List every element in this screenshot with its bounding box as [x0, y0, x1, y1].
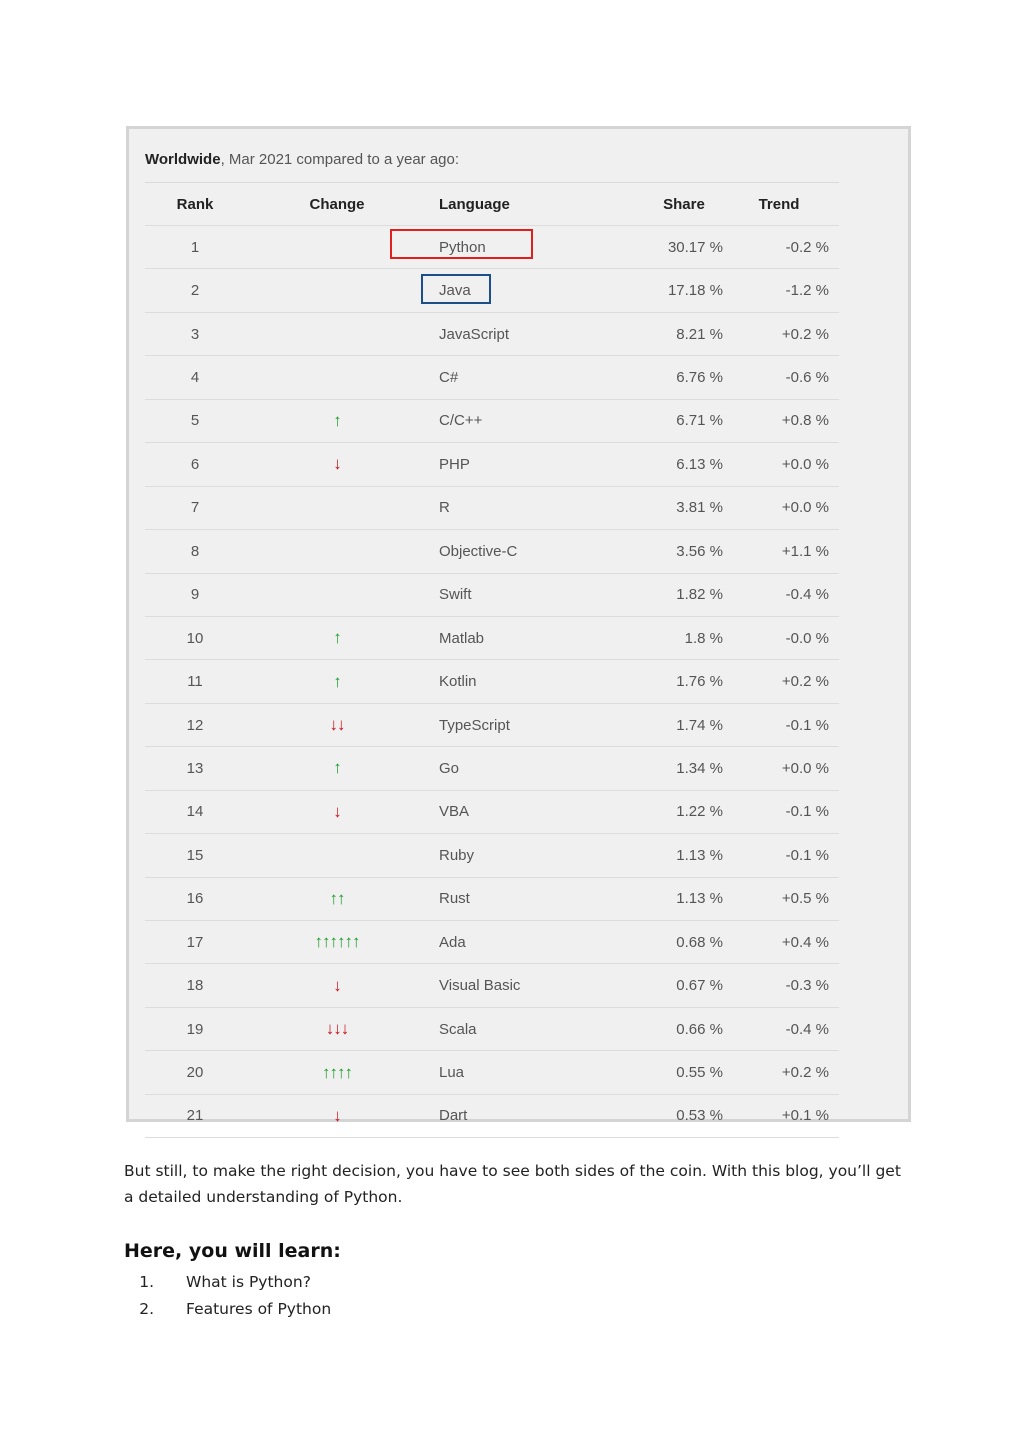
trend-cell: +0.1 % — [739, 1094, 839, 1137]
arrow-up-icon: ↑↑↑↑↑↑ — [314, 932, 360, 952]
table-row — [145, 834, 839, 877]
table-heading — [145, 151, 459, 168]
arrow-up-icon: ↑ — [333, 628, 341, 648]
list-number: 1. — [139, 1273, 154, 1291]
language-cell: TypeScript — [429, 703, 629, 746]
language-cell: Go — [429, 747, 629, 790]
table-header-row — [145, 183, 839, 226]
trend-cell: +0.4 % — [739, 921, 839, 964]
trend-cell: +0.5 % — [739, 877, 839, 920]
trend-cell: +1.1 % — [739, 530, 839, 573]
body-paragraph: But still, to make the right decision, you have to see both sides of the coin. With this blog, you’ll get a detailed understanding of Python. — [124, 1162, 901, 1206]
language-cell: C/C++ — [429, 399, 629, 442]
trend-cell: -0.6 % — [739, 356, 839, 399]
list-item — [124, 1296, 331, 1323]
language-cell: Swift — [429, 573, 629, 616]
language-cell: Lua — [429, 1051, 629, 1094]
trend-cell: +0.0 % — [739, 486, 839, 529]
change-cell — [245, 834, 429, 877]
trend-cell: -0.3 % — [739, 964, 839, 1007]
table-row — [145, 269, 839, 312]
list-number: 2. — [139, 1300, 154, 1318]
arrow-up-icon: ↑↑ — [329, 888, 345, 908]
rank-cell: 21 — [145, 1094, 245, 1137]
change-cell — [245, 356, 429, 399]
share-cell: 1.74 % — [629, 703, 739, 746]
table-row — [145, 660, 839, 703]
language-cell: Scala — [429, 1007, 629, 1050]
rank-cell: 8 — [145, 530, 245, 573]
arrow-up-icon: ↑ — [333, 671, 341, 691]
learn-heading: Here, you will learn: — [124, 1240, 341, 1262]
rank-cell: 10 — [145, 616, 245, 659]
change-cell — [245, 964, 429, 1007]
arrow-down-icon: ↓↓ — [329, 715, 345, 735]
trend-cell: -0.1 % — [739, 834, 839, 877]
rank-cell: 13 — [145, 747, 245, 790]
change-cell — [245, 1007, 429, 1050]
table-row — [145, 1051, 839, 1094]
col-header-language: Language — [429, 183, 629, 226]
arrow-down-icon: ↓ — [333, 1105, 341, 1125]
rank-cell: 14 — [145, 790, 245, 833]
rank-cell: 7 — [145, 486, 245, 529]
table-row — [145, 964, 839, 1007]
rank-cell: 19 — [145, 1007, 245, 1050]
trend-cell: -0.2 % — [739, 226, 839, 269]
change-cell — [245, 747, 429, 790]
share-cell: 3.81 % — [629, 486, 739, 529]
rank-cell: 6 — [145, 443, 245, 486]
share-cell: 0.67 % — [629, 964, 739, 1007]
trend-cell: -1.2 % — [739, 269, 839, 312]
share-cell: 6.13 % — [629, 443, 739, 486]
trend-cell: -0.0 % — [739, 616, 839, 659]
share-cell: 0.55 % — [629, 1051, 739, 1094]
col-header-share: Share — [629, 183, 739, 226]
change-cell — [245, 486, 429, 529]
heading-rest: , Mar 2021 compared to a year ago: — [220, 151, 460, 168]
rank-cell: 12 — [145, 703, 245, 746]
share-cell: 6.76 % — [629, 356, 739, 399]
language-cell: Matlab — [429, 616, 629, 659]
rank-cell: 2 — [145, 269, 245, 312]
rank-cell: 16 — [145, 877, 245, 920]
share-cell: 1.34 % — [629, 747, 739, 790]
trend-cell: +0.8 % — [739, 399, 839, 442]
arrow-up-icon: ↑↑↑↑ — [322, 1062, 352, 1082]
language-cell: VBA — [429, 790, 629, 833]
rank-cell: 18 — [145, 964, 245, 1007]
trend-cell: -0.1 % — [739, 790, 839, 833]
python-highlight-box — [390, 229, 533, 259]
rank-cell: 3 — [145, 312, 245, 355]
java-highlight-box — [421, 274, 491, 304]
list-item — [124, 1269, 331, 1296]
col-header-rank: Rank — [145, 183, 245, 226]
rank-cell: 17 — [145, 921, 245, 964]
rank-cell: 1 — [145, 226, 245, 269]
change-cell — [245, 703, 429, 746]
change-cell — [245, 790, 429, 833]
change-cell — [245, 1051, 429, 1094]
ranking-table — [145, 183, 839, 1138]
col-header-trend: Trend — [739, 183, 839, 226]
language-cell: Visual Basic — [429, 964, 629, 1007]
col-header-change: Change — [245, 183, 429, 226]
arrow-up-icon: ↑ — [333, 410, 341, 430]
language-cell: Java — [429, 269, 629, 312]
table-row — [145, 921, 839, 964]
change-cell — [245, 443, 429, 486]
trend-cell: +0.2 % — [739, 660, 839, 703]
trend-cell: +0.2 % — [739, 1051, 839, 1094]
change-cell — [245, 616, 429, 659]
change-cell — [245, 1094, 429, 1137]
table-row — [145, 443, 839, 486]
language-cell: Dart — [429, 1094, 629, 1137]
trend-cell: +0.2 % — [739, 312, 839, 355]
ranking-screenshot — [126, 126, 911, 1125]
share-cell: 1.22 % — [629, 790, 739, 833]
table-row — [145, 356, 839, 399]
language-cell: JavaScript — [429, 312, 629, 355]
table-row — [145, 1007, 839, 1050]
table-row — [145, 486, 839, 529]
table-row — [145, 399, 839, 442]
language-cell: PHP — [429, 443, 629, 486]
share-cell: 1.13 % — [629, 834, 739, 877]
trend-cell: +0.0 % — [739, 443, 839, 486]
language-cell: Kotlin — [429, 660, 629, 703]
table-row — [145, 703, 839, 746]
learn-list — [124, 1269, 331, 1323]
change-cell — [245, 530, 429, 573]
change-cell — [245, 573, 429, 616]
share-cell: 3.56 % — [629, 530, 739, 573]
arrow-down-icon: ↓↓↓ — [325, 1019, 349, 1039]
share-cell: 30.17 % — [629, 226, 739, 269]
arrow-down-icon: ↓ — [333, 454, 341, 474]
change-cell — [245, 921, 429, 964]
share-cell: 1.82 % — [629, 573, 739, 616]
trend-cell: -0.4 % — [739, 573, 839, 616]
language-cell: R — [429, 486, 629, 529]
language-cell: C# — [429, 356, 629, 399]
rank-cell: 5 — [145, 399, 245, 442]
language-cell: Objective-C — [429, 530, 629, 573]
rank-cell: 9 — [145, 573, 245, 616]
rank-cell: 20 — [145, 1051, 245, 1094]
change-cell — [245, 877, 429, 920]
share-cell: 1.76 % — [629, 660, 739, 703]
table-row — [145, 1094, 839, 1137]
share-cell: 17.18 % — [629, 269, 739, 312]
rank-cell: 11 — [145, 660, 245, 703]
share-cell: 0.53 % — [629, 1094, 739, 1137]
table-row — [145, 530, 839, 573]
share-cell: 1.13 % — [629, 877, 739, 920]
list-text: Features of Python — [186, 1300, 332, 1318]
rank-cell: 15 — [145, 834, 245, 877]
share-cell: 1.8 % — [629, 616, 739, 659]
language-cell: Python — [429, 226, 629, 269]
rank-cell: 4 — [145, 356, 245, 399]
table-row — [145, 573, 839, 616]
table-row — [145, 616, 839, 659]
change-cell — [245, 269, 429, 312]
language-cell: Ruby — [429, 834, 629, 877]
arrow-down-icon: ↓ — [333, 975, 341, 995]
share-cell: 0.66 % — [629, 1007, 739, 1050]
arrow-down-icon: ↓ — [333, 801, 341, 821]
share-cell: 8.21 % — [629, 312, 739, 355]
table-row — [145, 877, 839, 920]
language-cell: Rust — [429, 877, 629, 920]
language-cell: Ada — [429, 921, 629, 964]
list-text: What is Python? — [186, 1273, 311, 1291]
share-cell: 6.71 % — [629, 399, 739, 442]
table-row — [145, 747, 839, 790]
table-row — [145, 312, 839, 355]
arrow-up-icon: ↑ — [333, 758, 341, 778]
share-cell: 0.68 % — [629, 921, 739, 964]
trend-cell: -0.4 % — [739, 1007, 839, 1050]
trend-cell: -0.1 % — [739, 703, 839, 746]
table-row — [145, 790, 839, 833]
trend-cell: +0.0 % — [739, 747, 839, 790]
heading-bold: Worldwide — [145, 151, 221, 168]
change-cell — [245, 312, 429, 355]
change-cell — [245, 399, 429, 442]
change-cell — [245, 660, 429, 703]
